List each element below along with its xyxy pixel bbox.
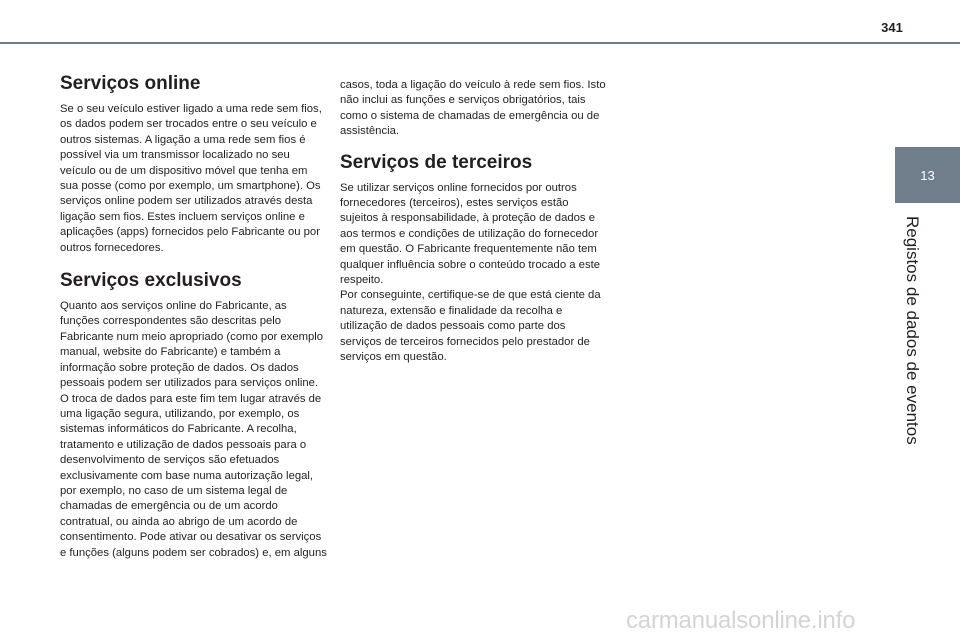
left-column [60, 73, 328, 561]
right-column [340, 78, 608, 366]
watermark-text: carmanualsonline.info [626, 607, 856, 634]
section-heading-exclusive-services: Serviços exclusivos [60, 270, 242, 292]
section-heading-online-services: Serviços online [60, 73, 201, 94]
section-body-online-services: Se o seu veículo estiver ligado a uma rede sem fios, os dados podem ser trocados entre o seu veículo e outros sistemas. A ligação a uma rede sem fios é possível via um transmissor localizado no seu veículo ou de um dispositivo móvel que tenha em sua posse (como por exemplo, um smartphone). Os serviços online podem ser utilizados através desta ligação sem fios. Estes incluem serviços online e aplicações (apps) fornecidos pelo Fabricante ou por outros fornecedores. [60, 103, 322, 254]
section-body-continuation: casos, toda a ligação do veículo à rede sem fios. Isto não inclui as funções e serviços obrigatórios, tais como o sistema de chamadas de emergência ou de assistência. [340, 79, 606, 138]
section-body-exclusive-services: Quanto aos serviços online do Fabricante, as funções correspondentes são descritas pelo Fabricante num meio apropriado (como por exemplo manual, website do Fabricante) e também a informação sobre proteção de dados. Os dados pessoais podem ser utilizados para serviços online. O troca de dados para este fim tem lugar através de uma ligação segura, utilizando, por exemplo, os sistemas informáticos do Fabricante. A recolha, tratamento e utilização de dados pessoais para o desenvolvimento de serviços são efetuados exclusivamente com base numa autorização legal, por exemplo, no caso de um sistema legal de chamadas de emergência ou de um acordo contratual, ou ainda ao abrigo de um acordo de consentimento. Pode ativar ou desativar os serviços e funções (alguns podem ser cobrados) e, em alguns [60, 300, 327, 559]
section-heading-third-party-services: Serviços de terceiros [340, 151, 533, 173]
page-number: 341 [881, 20, 903, 35]
chapter-number: 13 [920, 167, 935, 183]
header-rule [0, 42, 960, 44]
chapter-tab [895, 147, 960, 203]
section-body-third-party-2: Por conseguinte, certifique-se de que está ciente da natureza, extensão e finalidade da recolha e utilização de dados pessoais como parte dos serviços de terceiros fornecidos pelo prestador de serviços em questão. [340, 289, 601, 364]
chapter-title: Registos de dados de eventos [903, 216, 922, 445]
section-body-third-party-1: Se utilizar serviços online fornecidos por outros fornecedores (terceiros), estes serviços estão sujeitos à responsabilidade, à proteção de dados e aos termos e condições de utilização do fornecedor em questão. O Fabricante frequentemente não tem qualquer influência sobre o conteúdo trocado a este respeito. [340, 181, 601, 287]
